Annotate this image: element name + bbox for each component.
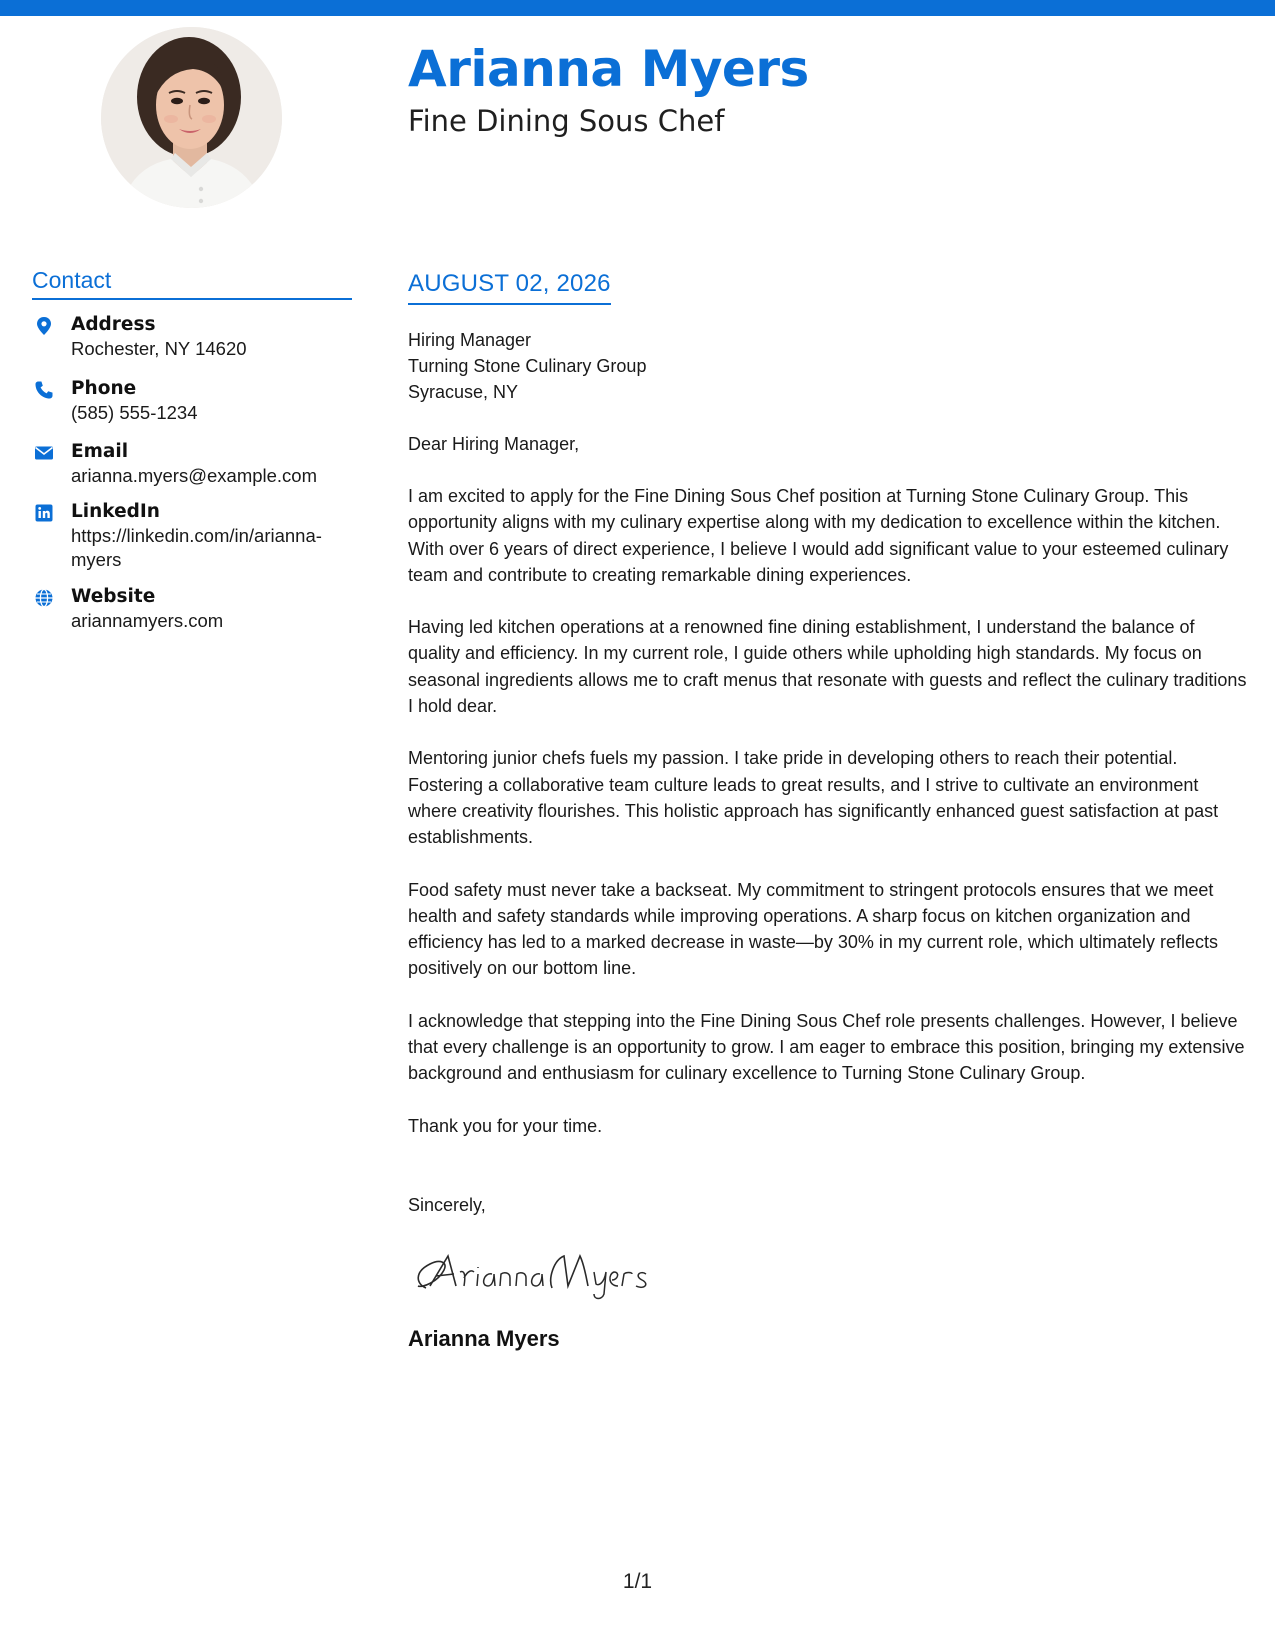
profile-photo bbox=[101, 27, 282, 208]
signer-name: Arianna Myers bbox=[408, 1325, 560, 1351]
letter-paragraph: I am excited to apply for the Fine Dining Sous Chef position at Turning Stone Culinary Group. This opportunity aligns with my culinary expertise along with my dedication to excellence within the kitchen. With over 6 years of direct experience, I believe I would add significant value to your esteemed culinary team and contribute to creating remarkable dining experiences. bbox=[408, 486, 1229, 585]
contact-label: LinkedIn bbox=[71, 501, 160, 522]
candidate-name: Arianna Myers bbox=[408, 40, 809, 98]
closing: Sincerely, bbox=[408, 1194, 486, 1215]
phone-value: (585) 555-1234 bbox=[71, 402, 198, 423]
letter-paragraph: Having led kitchen operations at a renowned fine dining establishment, I understand the balance of quality and efficiency. In my current role, I guide others while upholding high standards. My focus on seasonal ingredients allows me to craft menus that resonate with guests and reflect the culinary traditions I hold dear. bbox=[408, 617, 1247, 717]
letter-paragraph: Food safety must never take a backseat. My commitment to stringent protocols ensures that we meet health and safety standards while improving operations. A sharp focus on kitchen organization and efficiency has led to a marked decrease in waste—by 30% in my current role, which ultimately reflects positively on our bottom line. bbox=[408, 879, 1219, 979]
address-value: Rochester, NY 14620 bbox=[71, 338, 247, 359]
contact-item-website bbox=[32, 585, 352, 633]
letter-paragraph: I acknowledge that stepping into the Fine Dining Sous Chef role presents challenges. However, I believe that every challenge is an opportunity to grow. I am eager to embrace this position, bringing my extensive background and enthusiasm for culinary excellence to Turning Stone Culinary Group. bbox=[408, 1010, 1245, 1084]
recipient-company: Turning Stone Culinary Group bbox=[408, 356, 647, 376]
top-accent-bar bbox=[0, 0, 1275, 16]
contact-item-email bbox=[32, 440, 352, 488]
candidate-role: Fine Dining Sous Chef bbox=[408, 104, 725, 138]
contact-sidebar bbox=[32, 267, 352, 633]
globe-icon bbox=[34, 588, 54, 608]
page-number: 1/1 bbox=[622, 1570, 653, 1593]
website-value[interactable]: ariannamyers.com bbox=[71, 610, 224, 631]
salutation: Dear Hiring Manager, bbox=[408, 434, 580, 454]
letter-paragraph: Thank you for your time. bbox=[408, 1115, 603, 1136]
phone-icon bbox=[34, 380, 54, 400]
letter-paragraph: Mentoring junior chefs fuels my passion. I take pride in developing others to reach their potential. Fostering a collaborative team culture leads to great results, and I strive to cultivate an environment where creativity flourishes. This holistic approach has significantly enhanced guest satisfaction at past establishments. bbox=[408, 748, 1219, 848]
handwritten-signature bbox=[408, 1242, 668, 1302]
contact-heading: Contact bbox=[32, 267, 352, 300]
recipient-location: Syracuse, NY bbox=[408, 382, 519, 402]
contact-item-linkedin bbox=[32, 500, 352, 572]
contact-item-phone bbox=[32, 377, 352, 425]
recipient-title: Hiring Manager bbox=[408, 330, 532, 350]
contact-label: Phone bbox=[71, 378, 137, 399]
envelope-icon bbox=[34, 443, 54, 463]
contact-label: Website bbox=[71, 586, 156, 607]
location-pin-icon bbox=[34, 316, 54, 336]
linkedin-icon bbox=[34, 503, 54, 523]
linkedin-value[interactable]: https://linkedin.com/in/arianna-myers bbox=[71, 525, 322, 570]
contact-label: Address bbox=[71, 314, 156, 335]
email-value[interactable]: arianna.myers@example.com bbox=[71, 465, 318, 486]
letter-date: AUGUST 02, 2026 bbox=[408, 270, 611, 305]
recipient-block bbox=[408, 327, 1248, 405]
letter-body bbox=[408, 270, 1248, 1352]
contact-label: Email bbox=[71, 441, 129, 462]
contact-item-address bbox=[32, 313, 352, 361]
